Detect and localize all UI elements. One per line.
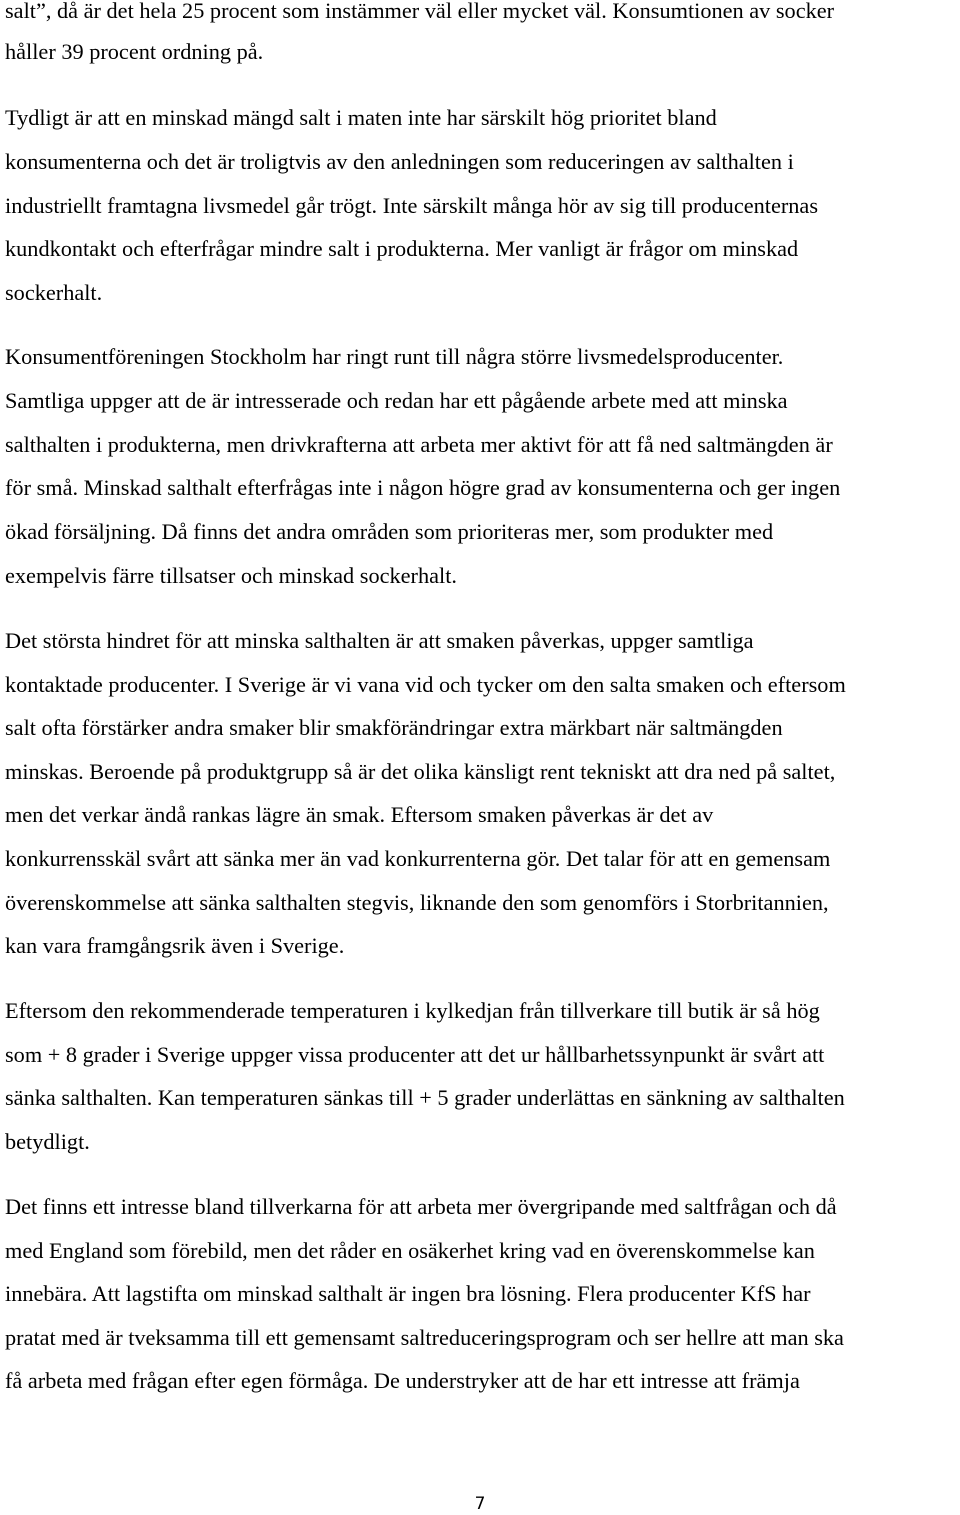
body-text-line: pratat med är tveksamma till ett gemensamt saltreduceringsprogram och ser hellre att man ska [5, 1325, 844, 1350]
body-text-line: innebära. Att lagstifta om minskad salthalt är ingen bra lösning. Flera producenter KfS har [5, 1281, 811, 1306]
body-text-line: med England som förebild, men det råder en osäkerhet kring vad en överenskommelse kan [5, 1238, 815, 1263]
body-text-line: Eftersom den rekommenderade temperaturen i kylkedjan från tillverkare till butik är så hög [5, 998, 820, 1023]
body-text-line: men det verkar ändå rankas lägre än smak. Eftersom smaken påverkas är det av [5, 802, 714, 827]
body-text-line: Det finns ett intresse bland tillverkarna för att arbeta mer övergripande med saltfrågan och då [5, 1194, 837, 1219]
body-text-line: minskas. Beroende på produktgrupp så är det olika känsligt rent tekniskt att dra ned på saltet, [5, 759, 836, 784]
page-number: 7 [474, 1494, 486, 1514]
body-text-line: ökad försäljning. Då finns det andra områden som prioriteras mer, som produkter med [5, 519, 774, 544]
body-text-line: kontaktade producenter. I Sverige är vi vana vid och tycker om den salta smaken och eftersom [5, 672, 846, 697]
body-text-line: salt ofta förstärker andra smaker blir smakförändringar extra märkbart när saltmängden [5, 715, 783, 740]
body-text-line: överenskommelse att sänka salthalten stegvis, liknande den som genomförs i Storbritannien, [5, 890, 829, 915]
body-text-line: Tydligt är att en minskad mängd salt i maten inte har särskilt hög prioritet bland [5, 105, 717, 130]
body-text-line: sockerhalt. [5, 280, 103, 305]
body-text-line: som + 8 grader i Sverige uppger vissa producenter att det ur hållbarhetssynpunkt är svårt att [5, 1042, 825, 1067]
body-text-line: Konsumentföreningen Stockholm har ringt runt till några större livsmedelsproducenter. [5, 344, 784, 369]
body-text-line: salt”, då är det hela 25 procent som instämmer väl eller mycket väl. Konsumtionen av socker [5, 0, 835, 23]
body-text-line: salthalten i produkterna, men drivkrafterna att arbeta mer aktivt för att få ned saltmängden är [5, 432, 833, 457]
body-text-line: Samtliga uppger att de är intresserade och redan har ett pågående arbete med att minska [5, 388, 788, 413]
body-text-line: exempelvis färre tillsatser och minskad sockerhalt. [5, 563, 457, 588]
body-text-line: för små. Minskad salthalt efterfrågas inte i någon högre grad av konsumenterna och ger ingen [5, 475, 841, 500]
body-text-line: industriellt framtagna livsmedel går trögt. Inte särskilt många hör av sig till producenternas [5, 193, 818, 218]
body-text-line: kundkontakt och efterfrågar mindre salt i produkterna. Mer vanligt är frågor om minskad [5, 236, 799, 261]
body-text-line: få arbeta med frågan efter egen förmåga. De understryker att de har ett intresse att främja [5, 1368, 800, 1393]
body-text-line: konsumenterna och det är troligtvis av den anledningen som reduceringen av salthalten i [5, 149, 794, 174]
body-text-line: konkurrensskäl svårt att sänka mer än vad konkurrenterna gör. Det talar för att en gemensam [5, 846, 831, 871]
body-text-line: Det största hindret för att minska salthalten är att smaken påverkas, uppger samtliga [5, 628, 754, 653]
body-text-line: betydligt. [5, 1129, 90, 1154]
body-text-line: sänka salthalten. Kan temperaturen sänkas till + 5 grader underlättas en sänkning av salthalten [5, 1085, 845, 1110]
body-text-line: håller 39 procent ordning på. [5, 39, 264, 64]
body-text-line: kan vara framgångsrik även i Sverige. [5, 933, 345, 958]
